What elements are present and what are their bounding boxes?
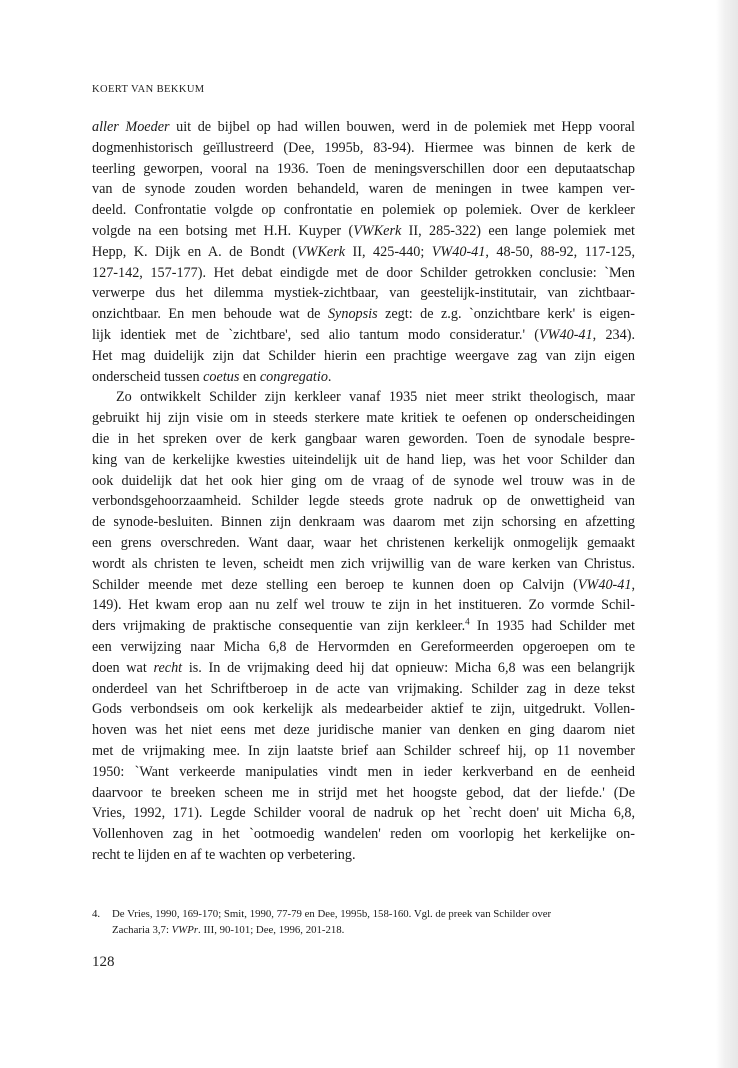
text-run: onzichtbaar. En men behoude wat de	[92, 306, 328, 323]
footnote-text: . III, 90-101; Dee, 1996, 201-218.	[198, 924, 345, 936]
text-run: In 1935 had Schilder met	[469, 618, 635, 635]
italic-term: coetus	[203, 368, 240, 385]
text-line: recht te lijden en af te wachten op verbetering.	[92, 846, 356, 863]
text-line: een grens overschreden. Want daar, waar het christenen kerkelijk onmogelijk gemaakt	[92, 534, 635, 551]
text-run: ,	[631, 576, 635, 593]
italic-term: VW40-41	[431, 243, 486, 260]
text-line	[92, 616, 635, 637]
footnote	[92, 906, 637, 938]
text-run: , 48-50, 88-92, 117-125,	[485, 243, 635, 260]
text-run: Schilder meende met deze stelling een beroep te kunnen doen op Calvijn (	[92, 576, 578, 593]
text-line: wordt als christen te leven, scheidt men zich vrijwillig van de ware kerken van Christus.	[92, 555, 635, 572]
running-head: KOERT VAN BEKKUM	[92, 84, 205, 95]
text-line: die in het spreken over de kerk gangbaar waren geworden. Toen de synodale bespre-	[92, 430, 635, 447]
footnote-marker: 4	[465, 616, 470, 627]
text-line: gebruikt hij zijn visie om in steeds sterkere mate kritiek te oefenen op onderscheidingen	[92, 410, 635, 427]
text-line: Het mag duidelijk zijn dat Schilder hierin een prachtige weergave zag van zijn eigen	[92, 347, 635, 364]
text-run: II, 285-322) een lange polemiek met	[401, 222, 635, 239]
text-line	[92, 304, 635, 325]
text-line	[92, 117, 635, 138]
text-line: van de synode zouden worden behandeld, waren de meningen in twee kampen ver-	[92, 181, 635, 198]
italic-term: Synopsis	[327, 306, 378, 323]
italic-term: VWPr	[171, 924, 199, 936]
text-line: Vollenhoven zag in het `ootmoedig wandelen' reden om voorlopig het kerkelijke on-	[92, 826, 635, 843]
footnote-line	[92, 906, 637, 922]
text-line: verwerpe dus het dilemma mystiek-zichtbaar, van geestelijk-institutair, van zichtbaar-	[92, 285, 635, 302]
text-line: ook duidelijk dat het ook hier ging om de vraag of de synode wel trouw was in de	[92, 472, 635, 489]
italic-term: congregatio	[259, 368, 328, 385]
text-line: Zo ontwikkelt Schilder zijn kerkleer vanaf 1935 niet meer strikt theologisch, maar	[116, 389, 635, 406]
text-run: , 234).	[592, 326, 635, 343]
text-line: een verwijzing naar Micha 6,8 de Hervormden en Gereformeerden opgeroepen om te	[92, 638, 635, 655]
text-line: onderdeel van het Schriftberoep in de acte van vrijmaking. Schilder zag in deze tekst	[92, 680, 635, 697]
footnote-line	[92, 922, 637, 938]
italic-term: VWKerk	[353, 222, 402, 239]
text-line	[92, 658, 635, 679]
footnote-number: 4.	[92, 908, 101, 920]
text-line: 127-142, 157-177). Het debat eindigde met de door Schilder getrokken conclusie: `Men	[92, 264, 635, 281]
italic-term: VWKerk	[296, 243, 346, 260]
text-line: daarvoor te breeken scheen me in strijd met het hoogste gebod, dat der liefde.' (De	[92, 784, 635, 801]
text-run: Hepp, K. Dijk en A. de Bondt (	[92, 243, 297, 260]
footnote-text: De Vries, 1990, 169-170; Smit, 1990, 77-79 en Dee, 1995b, 158-160. Vgl. de preek van Schilder over	[112, 908, 552, 920]
text-run: uit de bijbel op had willen bouwen, werd in de polemiek met Hepp vooral	[169, 119, 635, 135]
footnote-text: Zacharia 3,7:	[112, 924, 172, 936]
text-line: 1950: `Want verkeerde manipulaties vindt men in ieder kerkverband en de eenheid	[92, 763, 635, 780]
text-run: lijk identiek met de `zichtbare', sed alio tantum modo consideratur.' (	[92, 326, 540, 343]
text-line	[92, 367, 635, 388]
italic-term: VW40-41	[539, 326, 593, 343]
text-line: met de vrijmaking mee. In zijn laatste brief aan Schilder schreef hij, op 11 november	[92, 742, 635, 759]
text-run: II, 425-440;	[345, 243, 432, 260]
text-line: dogmenhistorisch geïllustreerd (Dee, 1995b, 83-94). Hiermee was binnen de kerk de	[92, 139, 635, 156]
text-run: en	[239, 368, 260, 385]
italic-term: VW40-41	[577, 576, 632, 593]
text-run: is. In de vrijmaking deed hij dat opnieuw: Micha 6,8 was een belangrijk	[182, 659, 635, 676]
text-run: doen wat	[92, 659, 154, 676]
text-line: hoven was het niet eens met deze juridische manier van denken en ging daarom niet	[92, 722, 635, 739]
page-number: 128	[92, 954, 115, 970]
text-line	[92, 325, 635, 346]
text-line: Vries, 1992, 171). Legde Schilder vooral de nadruk op het `recht doen' uit Micha 6,8,	[92, 805, 635, 822]
text-run: .	[327, 368, 332, 385]
body-text	[92, 117, 635, 866]
text-run: zegt: de z.g. `onzichtbare kerk' is eigen-	[377, 306, 635, 323]
text-line	[92, 575, 635, 596]
text-line: king van de kerkelijke kwesties uiteindelijk uit de hand liep, was het voor Schilder dan	[92, 451, 635, 468]
text-run: volgde na een botsing met H.H. Kuyper (	[92, 222, 354, 239]
text-line: 149). Het kwam erop aan nu zelf wel trouw te zijn in het institueren. Zo vormde Schil-	[92, 597, 635, 614]
italic-term: recht	[153, 659, 183, 676]
italic-term: aller Moeder	[92, 119, 170, 135]
scan-edge	[716, 0, 738, 1068]
text-line: deeld. Confrontatie volgde op confrontatie en polemiek op polemiek. Over de kerkleer	[92, 202, 635, 219]
text-run: onderscheid tussen	[92, 368, 204, 385]
text-line	[92, 221, 635, 242]
text-line: verbondsgehoorzaamheid. Schilder legde steeds grote nadruk op de onwettigheid van	[92, 493, 635, 510]
text-line: de synode-besluiten. Binnen zijn denkraam was daarom met zijn schorsing en afzetting	[92, 514, 635, 531]
text-line: teerling geworpen, vooral na 1936. Toen de meningsverschillen door een deputaatschap	[92, 160, 635, 177]
text-run: ders vrijmaking de praktische consequentie van zijn kerkleer.	[92, 618, 466, 635]
text-line: Gods verbondseis om ook kerkelijk als medearbeider aktief te zijn, uitgedrukt. Vollen-	[92, 701, 635, 718]
text-line	[92, 242, 635, 263]
